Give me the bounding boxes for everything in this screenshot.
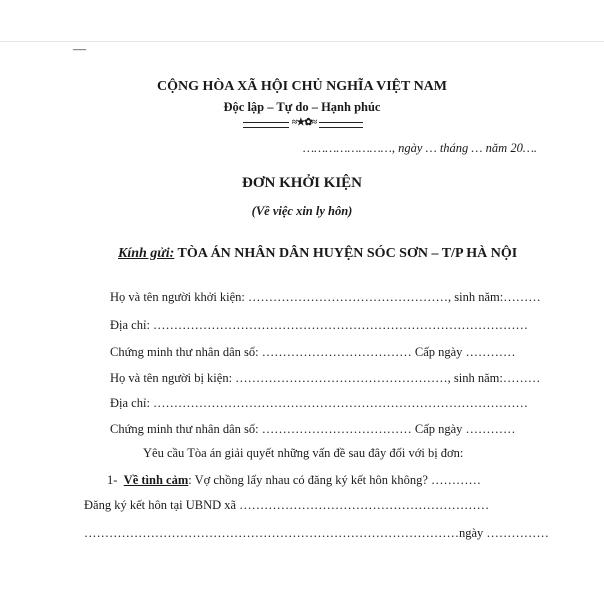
- page-corner-mark: —: [73, 41, 86, 56]
- marriage-registration-line: Đăng ký kết hôn tại UBND xã ……………………………………………………: [84, 498, 490, 512]
- plaintiff-address-field: Địa chỉ: ………………………………………………………………………………: [110, 318, 529, 332]
- section-1-fill: …………: [427, 473, 482, 487]
- section-1-line: [107, 472, 481, 488]
- plaintiff-name-field: Họ và tên người khởi kiện: …………………………………………, sinh năm:………: [110, 290, 541, 304]
- addressee-line: [118, 246, 517, 262]
- defendant-id-field: Chứng minh thư nhân dân số: ……………………………… Cấp ngày …………: [110, 422, 516, 436]
- plaintiff-id-field: Chứng minh thư nhân dân số: ……………………………… Cấp ngày …………: [110, 345, 516, 359]
- section-1-question: : Vợ chồng lấy nhau có đăng ký kết hôn không?: [188, 473, 428, 487]
- decorative-divider: [243, 119, 363, 131]
- addressee-label: Kính gửi:: [118, 246, 175, 261]
- divider-ornament: ≈★✿≈: [291, 117, 317, 128]
- date-line: ……………………, ngày … tháng … năm 20….: [303, 141, 538, 155]
- divider-rule-right: [319, 122, 363, 128]
- document-subtitle: (Về việc xin ly hôn): [251, 204, 353, 218]
- document-title: ĐƠN KHỞI KIỆN: [241, 175, 362, 191]
- defendant-address-field: Địa chỉ: ………………………………………………………………………………: [110, 396, 529, 410]
- section-1-number: 1-: [107, 473, 118, 487]
- section-1-heading: Về tình cảm: [123, 473, 189, 487]
- defendant-name-field: Họ và tên người bị kiện: ……………………………………………, sinh năm:………: [110, 371, 541, 385]
- national-title: CỘNG HÒA XÃ HỘI CHỦ NGHĨA VIỆT NAM: [156, 79, 447, 94]
- request-intro: Yêu cầu Tòa án giải quyết những vấn đề sau đây đối với bị đơn:: [143, 446, 464, 460]
- page-top-border: [0, 41, 604, 42]
- national-motto: Độc lập – Tự do – Hạnh phúc: [223, 100, 381, 114]
- registration-date-line: ………………………………………………………………………………ngày ……………: [84, 526, 549, 540]
- addressee-value: TÒA ÁN NHÂN DÂN HUYỆN SÓC SƠN – T/P HÀ NỘI: [174, 246, 518, 261]
- divider-rule-left: [243, 122, 289, 128]
